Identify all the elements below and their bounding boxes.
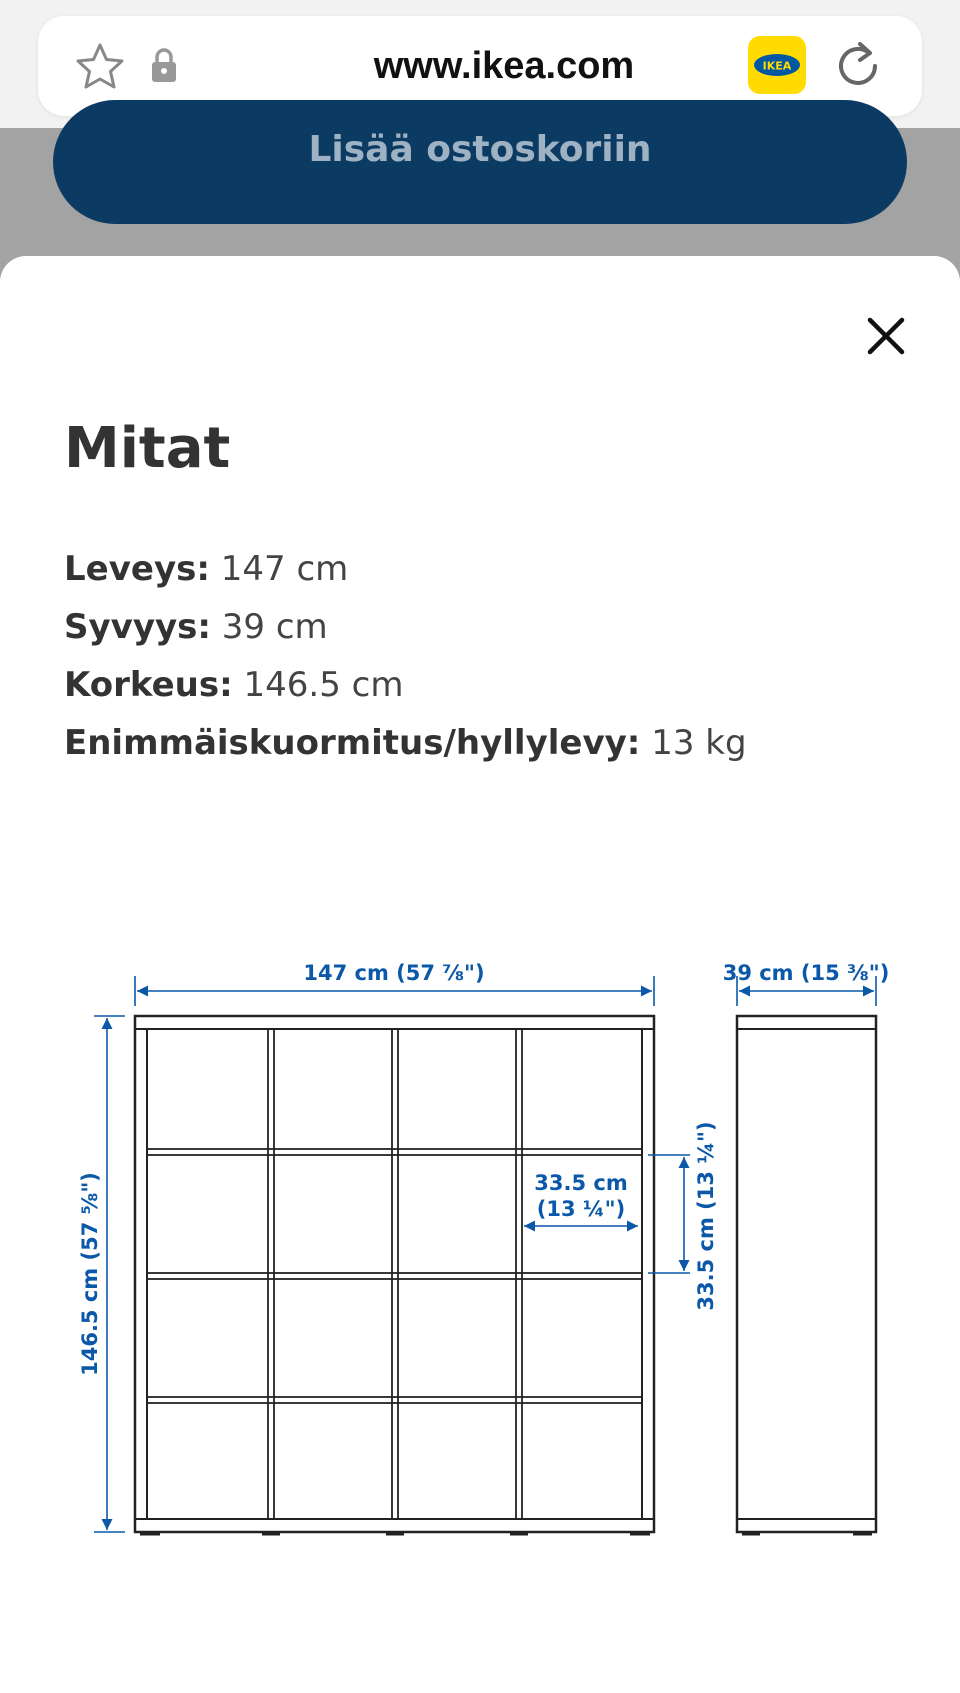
dimensions-sheet [0, 256, 960, 1693]
spec-max-load [64, 714, 747, 772]
spec-value: 147 cm [220, 549, 349, 589]
spec-value: 39 cm [221, 607, 328, 647]
height-dimension-label: 146.5 cm (57 ⅝") [78, 1172, 102, 1376]
add-to-cart-label: Lisää ostoskoriin [308, 129, 652, 170]
spec-label: Syvyys: [64, 607, 211, 647]
ikea-logo[interactable] [748, 36, 806, 94]
reload-icon[interactable] [830, 38, 886, 94]
cell-height-label: 33.5 cm (13 ¼") [694, 1121, 718, 1311]
width-dimension-label: 147 cm (57 ⅞") [303, 961, 485, 985]
spec-width [64, 540, 747, 598]
spec-label: Enimmäiskuormitus/hyllylevy: [64, 723, 641, 763]
depth-dimension-label: 39 cm (15 ⅜") [722, 961, 890, 985]
add-to-cart-button[interactable] [53, 100, 907, 224]
sheet-title: Mitat [64, 416, 231, 481]
shelf-front-view [135, 1016, 654, 1534]
spec-height [64, 656, 747, 714]
spec-label: Korkeus: [64, 665, 233, 705]
url-text[interactable]: www.ikea.com [373, 45, 635, 87]
svg-text:IKEA: IKEA [762, 59, 792, 73]
dimension-drawing [0, 936, 960, 1636]
spec-value: 146.5 cm [243, 665, 404, 705]
star-icon[interactable] [74, 41, 126, 93]
cell-width-label-line2: (13 ¼") [536, 1197, 626, 1221]
dimension-list [64, 540, 747, 772]
shelf-side-view [737, 1016, 876, 1534]
lock-icon [148, 46, 180, 84]
close-icon[interactable] [860, 310, 912, 362]
spec-label: Leveys: [64, 549, 210, 589]
spec-depth [64, 598, 747, 656]
spec-value: 13 kg [651, 723, 747, 763]
cell-width-label-line1: 33.5 cm [534, 1171, 628, 1195]
